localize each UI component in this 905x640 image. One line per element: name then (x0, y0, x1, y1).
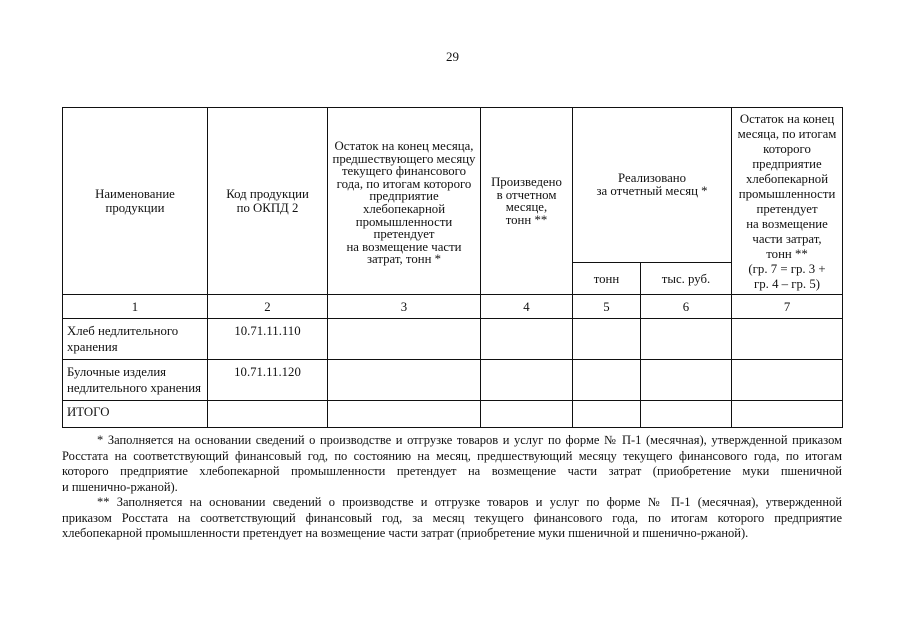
sold-thousand-rub-cell (641, 401, 732, 428)
table-total-row (63, 401, 843, 428)
header-product-name: Наименование продукции (63, 108, 208, 295)
header-stock-end: Остаток на конец месяца, по итогам которого предприятие хлебопекарной промышленности претендует на возмещение части затрат, тонн ** (гр. 7 = гр. 3 + гр. 4 – гр. 5) (732, 108, 843, 295)
footnote-line: приказом Росстата на соответствующий финансовый год, за месяц текущего финансового года, по итогам которого предприятие (62, 510, 842, 525)
stock-end-cell (732, 360, 843, 401)
header-stock-previous-month: Остаток на конец месяца, предшествующего месяцу текущего финансового года, по итогам которого предприятие хлебопекарной промышленности претендует на возмещение части затрат, тонн * (328, 108, 481, 295)
column-number-6: 6 (641, 295, 732, 319)
stock-end-cell (732, 319, 843, 360)
column-number-4: 4 (481, 295, 573, 319)
footnote-single-asterisk (62, 433, 842, 495)
column-number-5: 5 (573, 295, 641, 319)
column-number-3: 3 (328, 295, 481, 319)
footnote-line: * Заполняется на основании сведений о производстве и отгрузке товаров и услуг по форме № П-1 (месячная), утвержденной приказом (97, 433, 842, 447)
product-name-cell: Хлеб недлительного хранения (63, 319, 208, 360)
table-row (63, 319, 843, 360)
produced-cell (481, 401, 573, 428)
stock-previous-month-cell (328, 319, 481, 360)
footnote-line: ** Заполняется на основании сведений о производстве и отгрузке товаров и услуг по форме № П-1 (месячная), утвержденной (97, 495, 842, 509)
okpd-code-cell: 10.71.11.110 (208, 319, 328, 360)
sold-thousand-rub-cell (641, 360, 732, 401)
header-produced: Произведено в отчетном месяце, тонн ** (481, 108, 573, 295)
footnote-line: Росстата на соответствующий финансовый год, по состоянию на месяц, предшествующий месяцу текущего финансового года, по итогам (62, 448, 842, 463)
footnotes (62, 433, 842, 542)
column-number-2: 2 (208, 295, 328, 319)
column-numbers-row (63, 295, 843, 319)
production-table (62, 107, 843, 428)
header-okpd-code: Код продукции по ОКПД 2 (208, 108, 328, 295)
footnote-line: которого предприятие хлебопекарной промышленности претендует на возмещение части затрат (приобретение муки пшеничной (62, 464, 842, 478)
produced-cell (481, 360, 573, 401)
table-row (63, 360, 843, 401)
stock-previous-month-cell (328, 401, 481, 428)
produced-cell (481, 319, 573, 360)
table-header-row (63, 108, 843, 263)
sold-thousand-rub-cell (641, 319, 732, 360)
sold-tons-cell (573, 360, 641, 401)
okpd-code-cell (208, 401, 328, 428)
footnote-line: и пшенично-ржаной). (62, 479, 178, 494)
okpd-code-cell: 10.71.11.120 (208, 360, 328, 401)
sold-tons-cell (573, 319, 641, 360)
footnote-line: хлебопекарной промышленности претендует на возмещение части затрат (приобретение муки пшеничной и пшенично-ржаной). (62, 526, 749, 540)
total-label-cell: ИТОГО (63, 401, 208, 428)
stock-previous-month-cell (328, 360, 481, 401)
column-number-1: 1 (63, 295, 208, 319)
sold-tons-cell (573, 401, 641, 428)
product-name-cell: Булочные изделия недлительного хранения (63, 360, 208, 401)
header-sold-thousand-rub: тыс. руб. (641, 263, 732, 295)
column-number-7: 7 (732, 295, 843, 319)
footnote-double-asterisk (62, 495, 842, 542)
header-sold: Реализовано за отчетный месяц * (573, 108, 732, 263)
page-number: 29 (446, 49, 459, 64)
stock-end-cell (732, 401, 843, 428)
header-sold-tons: тонн (573, 263, 641, 295)
